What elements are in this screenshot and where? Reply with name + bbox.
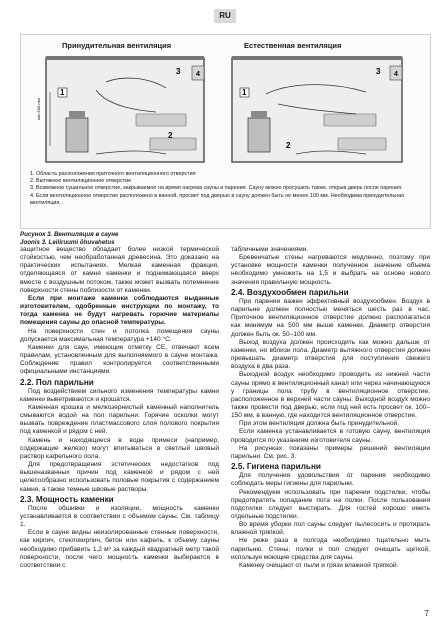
paragraph: Каменки для саун, имеющие отметку CE, отвечают всем правилам, установленным для выполняемого в сауне монтажа. Соблюдение правил контролируется соответственными официальными инстанциями. bbox=[20, 343, 219, 376]
right-text-column bbox=[231, 246, 430, 570]
paragraph: При этом вентиляция должна быть принудительной. bbox=[239, 420, 399, 428]
paragraph: Каменная крошка и мелкозернистый каменный наполнитель смываются водой на пол парильни. Горячие осколки могут вызвать повреждение пластмассового слоя полового покрытия под каменкой и рядом с ней. bbox=[20, 403, 219, 436]
paragraph: Если каменка устанавливается в готовую сауну, вентиляция проводится по указаниям изготовителя сауны. bbox=[231, 428, 430, 444]
forced-ventilation-diagram bbox=[36, 54, 218, 168]
section-heading: 2.4. Воздухообмен парильни bbox=[231, 287, 349, 297]
left-text-column bbox=[20, 246, 219, 570]
paragraph: При парении важен эффективный воздухообмен. Воздух в парильне должен полностью меняться шесть раз в час. Приточное вентиляционное отверстие должно располагаться как минимум на 500 мм выше каменки. Диаметр отверстия должен быть ок. 50–100 мм. bbox=[231, 297, 430, 338]
stove-shape bbox=[248, 118, 270, 152]
paragraph: Камень и находящиеся в воде примеси (например, содержащие железо) могут впитываться в светлый швовый раствор кафельного пола. bbox=[20, 436, 219, 460]
legend-item: 3. Возможное сушильное отверстие, закрываемое на время нагрева сауны и парения. Сауну можно просушить также, открыв дверь после парения. bbox=[30, 185, 403, 192]
paragraph: Для получения удовольствия от парения необходимо соблюдать меры гигиены для парильни. bbox=[231, 472, 430, 488]
stones-shape bbox=[69, 111, 85, 119]
stove-shape bbox=[66, 118, 88, 152]
paragraph: табличными значениями. bbox=[231, 246, 309, 253]
page-number: 7 bbox=[424, 609, 429, 618]
dimension-label: min 500 mm bbox=[36, 97, 41, 120]
legend-item: 4. Если вентиляционное отверстие расположено в ванной, просвет под дверью в сауну должен быть не менее 100 мм. Необходима принудительная вентиляция. bbox=[30, 192, 405, 206]
marker-4: 4 bbox=[196, 71, 200, 78]
paragraph: Выходной воздух необходимо проводить из нижней части сауны прямо в вентиляционный канал или через начинающуюся у границы пола трубу в вентиляционное отверстие, расположенное в верхней части сауны. Выходной воздух можно также провести под дверью, если под ней есть просвет ок. 100–150 мм, в ванную, где находится вентиляционное отверстие. bbox=[231, 371, 430, 420]
caption-line: Joonis 3. Leiliruumi õhuvahetus bbox=[20, 239, 115, 246]
figure-legend bbox=[30, 171, 425, 207]
paragraph: Если в сауне видны неизолированные стенные поверхности, как кирпич, стеклокирпич, бетон или кафель, к объему сауны необходимо прибавить 1,2 м³ за каждый квадратный метр такой поверхности, после чего мощность каменки выбирается в соответствии с bbox=[20, 529, 219, 569]
legend-item: 2. Вытяжное вентиляционное отверстие bbox=[30, 178, 132, 185]
marker-2: 2 bbox=[168, 131, 173, 140]
marker-3: 3 bbox=[376, 67, 381, 76]
figure-right-title: Естественная вентиляция bbox=[244, 41, 342, 50]
language-badge: RU bbox=[214, 9, 236, 23]
marker-4: 4 bbox=[394, 71, 398, 78]
section-heading: 2.3. Мощность каменки bbox=[20, 494, 114, 504]
paragraph: Рекомендуем использовать при парении подстилки, чтобы предотвратить попадание пота на полки. После пользования подстилки следует выстирать. Для гостей хорошо иметь отдельные подстилки. bbox=[231, 488, 430, 520]
caption-line: Рисунок 3. Вентиляция в сауне bbox=[20, 231, 119, 238]
paragraph: Во время уборки пол сауны следует пылесосить и протирать влажной тряпкой. bbox=[231, 521, 430, 537]
paragraph: Бревенчатые стены нагреваются медленно, поэтому при установке мощности каменки полученное значение объема необходимо умножить на 1,5 и выбрать на основе нового значения правильную мощность. bbox=[231, 254, 430, 286]
paragraph: На рисунках показаны примеры решений вентиляции парильни. См. рис. 3. bbox=[231, 444, 430, 460]
paragraph: Не реже раза в полгода необходимо тщательно мыть парильню. Стены, полки и пол следует очищать щеткой, используя моющие средства для сауны. bbox=[231, 537, 430, 561]
paragraph: На поверхности стен и потолка помещения сауны допускается максимальная температура +140 °C. bbox=[20, 327, 219, 343]
paragraph: Для предотвращения эстетических недостатков под вышеназванных причин под каменкой и рядом с ней целесообразно использовать половые покрытия с содержанием камня, а также темные швовые растворы. bbox=[20, 461, 219, 493]
paragraph: Если при монтаже каменки соблюдаются выданные изготовителем, одобренные инструкции по монтажу, то тогда каменка не будут нагревать горючие материалы помещения сауны до опасной температуры. bbox=[20, 294, 219, 327]
figure-caption bbox=[20, 231, 118, 247]
marker-2: 2 bbox=[286, 141, 291, 150]
paragraph: Выход воздуха должен происходить как можно дальше от каменки, но вблизи пола. Диаметр вытяжного отверстия должен превышать диаметр отверстия для поступления свежего воздуха в два раза. bbox=[231, 338, 430, 371]
paragraph: Каменку очищают от пыли и грязи влажной тряпкой. bbox=[239, 561, 399, 569]
marker-1: 1 bbox=[242, 88, 247, 97]
stones-shape bbox=[251, 111, 267, 119]
paragraph: Под воздействием сильного изменения температуры камни каменки выветриваются и крошатся. bbox=[20, 387, 219, 403]
paragraph: После обшивки и изоляции, мощность каменки устанавливается в соответствии с объемом сауны. См. таблицу 1. bbox=[20, 504, 219, 529]
paragraph: защитное вещество обладает более низкой термической стойкостью, чем необработанная древесина. Это доказано на практических испытаниях. Мелкая каменная фракция, отделяющаяся от камня каменки и поднимающаяся вверх вместе с воздушным потоком, также может вызвать потемнение поверхности стены поблизости от каменки. bbox=[20, 246, 219, 294]
marker-3: 3 bbox=[176, 67, 181, 76]
section-heading: 2.5. Гигиена парильни bbox=[231, 462, 321, 472]
section-heading: 2.2. Пол парильни bbox=[20, 377, 94, 387]
legend-item: 1. Область расположения приточного вентиляционного отверстия bbox=[30, 171, 196, 177]
marker-1: 1 bbox=[60, 88, 65, 97]
figure-left-title: Принудительная вентиляция bbox=[62, 41, 172, 50]
natural-ventilation-diagram bbox=[226, 54, 416, 168]
